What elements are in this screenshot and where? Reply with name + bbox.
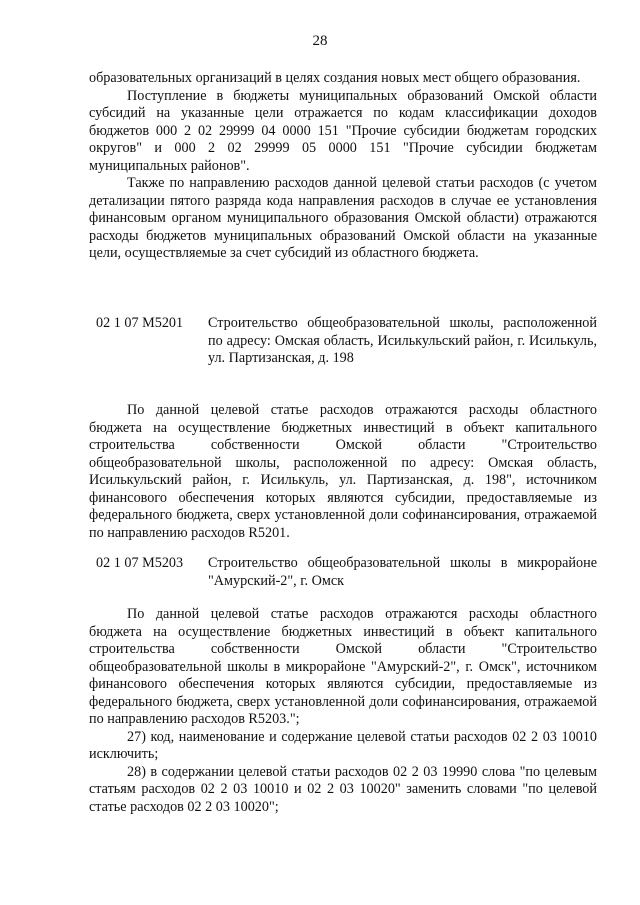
- entry-description: Строительство общеобразовательной школы в микрорайоне "Амурский-2", г. Омск: [208, 555, 597, 589]
- paragraph-6: 27) код, наименование и содержание целевой статьи расходов 02 2 03 10010 исключить;: [89, 728, 597, 762]
- body-block-3: [89, 606, 597, 816]
- paragraph-3: Также по направлению расходов данной целевой статьи расходов (с учетом детализации пятого разряда кода направления расходов в случае ее установления финансовым органом муниципального образования Омской области) отражаются расходы бюджетов муниципальных образований Омской области на указанные цели, осуществляемые за счет субсидий из областного бюджета.: [89, 175, 597, 261]
- page-number: 28: [312, 33, 328, 49]
- paragraph-1: образовательных организаций в целях создания новых мест общего образования.: [89, 70, 581, 86]
- budget-entry-2: [96, 555, 597, 590]
- entry-code: 02 1 07 M5203: [96, 555, 184, 571]
- paragraph-2: Поступление в бюджеты муниципальных образований Омской области субсидий на указанные цели отражается по кодам классификации доходов бюджетов 000 2 02 29999 04 0000 151 "Прочие субсидии бюджетам городских округов" и 000 2 02 29999 05 0000 151 "Прочие субсидии бюджетам муниципальных районов".: [89, 87, 597, 174]
- paragraph-7: 28) в содержании целевой статьи расходов 02 2 03 19990 слова "по целевым статьям расходов 02 2 03 10010 и 02 2 03 10020" заменить словами "по целевой статье расходов 02 2 03 10020";: [89, 763, 597, 815]
- paragraph-5: По данной целевой статье расходов отражаются расходы областного бюджета на осуществление бюджетных инвестиций в объект капитального строительства собственности Омской области "Строительство общеобразовательной школы в микрорайоне "Амурский-2", г. Омск", источником финансового обеспечения которых являются субсидии, предоставляемые из федерального бюджета, сверх установленной доли софинансирования, отражаемой по направлению расходов R5203.";: [89, 606, 597, 727]
- budget-entry-1: [96, 315, 597, 368]
- entry-description: Строительство общеобразовательной школы, расположенной по адресу: Омская область, Исилькульский район, г. Исилькуль, ул. Партизанская, д. 198: [208, 315, 597, 366]
- entry-code: 02 1 07 M5201: [96, 315, 184, 331]
- body-block-1: [89, 70, 597, 263]
- paragraph-4: По данной целевой статье расходов отражаются расходы областного бюджета на осуществление бюджетных инвестиций в объект капитального строительства собственности Омской области "Строительство общеобразовательной школы, расположенной по адресу: Омская область, Исилькульский район, г. Исилькуль, ул. Партизанская, д. 198", источником финансового обеспечения которых являются субсидии, предоставляемые из федерального бюджета, сверх установленной доли софинансирования, отражаемой по направлению расходов R5201.: [89, 402, 597, 541]
- body-block-2: [89, 402, 597, 542]
